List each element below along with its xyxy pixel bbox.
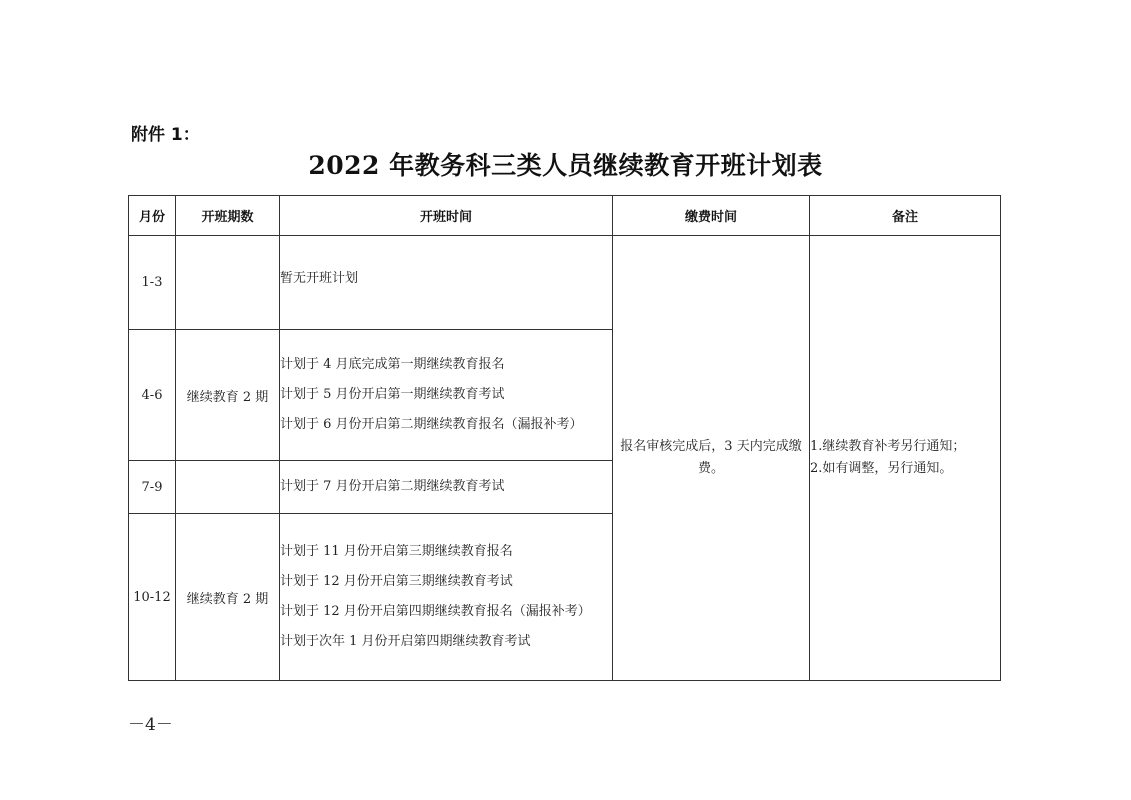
table-header-row <box>129 196 1001 236</box>
month-cell: 7-9 <box>129 461 176 514</box>
header-month: 月份 <box>129 196 176 236</box>
class-time-line: 计划于 12 月份开启第三期继续教育考试 <box>280 574 513 589</box>
header-sessions: 开班期数 <box>176 196 280 236</box>
class-time-line: 计划于次年 1 月份开启第四期继续教育考试 <box>280 634 531 649</box>
attachment-label: 附件 1： <box>131 125 200 145</box>
class-time-cell <box>280 514 613 681</box>
class-time-line: 暂无开班计划 <box>280 271 359 286</box>
month-cell: 10-12 <box>129 514 176 681</box>
header-remarks: 备注 <box>810 196 1001 236</box>
sessions-cell: 继续教育 2 期 <box>176 330 280 461</box>
page-title: 2022 年教务科三类人员继续教育开班计划表 <box>308 151 823 180</box>
table-row <box>129 236 1001 330</box>
header-fee-time: 缴费时间 <box>613 196 810 236</box>
class-time-line: 计划于 5 月份开启第一期继续教育考试 <box>280 387 505 402</box>
class-time-line: 计划于 11 月份开启第三期继续教育报名 <box>280 544 513 559</box>
page-number: －4－ <box>128 715 173 735</box>
class-time-line: 计划于 12 月份开启第四期继续教育报名（漏报补考） <box>280 604 591 619</box>
remark-line: 1.继续教育补考另行通知； <box>810 439 966 454</box>
month-cell: 4-6 <box>129 330 176 461</box>
sessions-cell <box>176 461 280 514</box>
class-time-cell <box>280 236 613 330</box>
class-time-cell <box>280 461 613 514</box>
fee-time-cell: 报名审核完成后，3 天内完成缴费。 <box>613 236 810 681</box>
remark-line: 2.如有调整，另行通知。 <box>810 461 953 476</box>
class-time-line: 计划于 7 月份开启第二期继续教育考试 <box>280 479 505 494</box>
sessions-cell <box>176 236 280 330</box>
remarks-cell <box>810 236 1001 681</box>
class-time-line: 计划于 6 月份开启第二期继续教育报名（漏报补考） <box>280 417 583 432</box>
sessions-cell: 继续教育 2 期 <box>176 514 280 681</box>
class-time-cell <box>280 330 613 461</box>
month-cell: 1-3 <box>129 236 176 330</box>
plan-table <box>128 195 1001 681</box>
class-time-line: 计划于 4 月底完成第一期继续教育报名 <box>280 357 505 372</box>
header-class-time: 开班时间 <box>280 196 613 236</box>
